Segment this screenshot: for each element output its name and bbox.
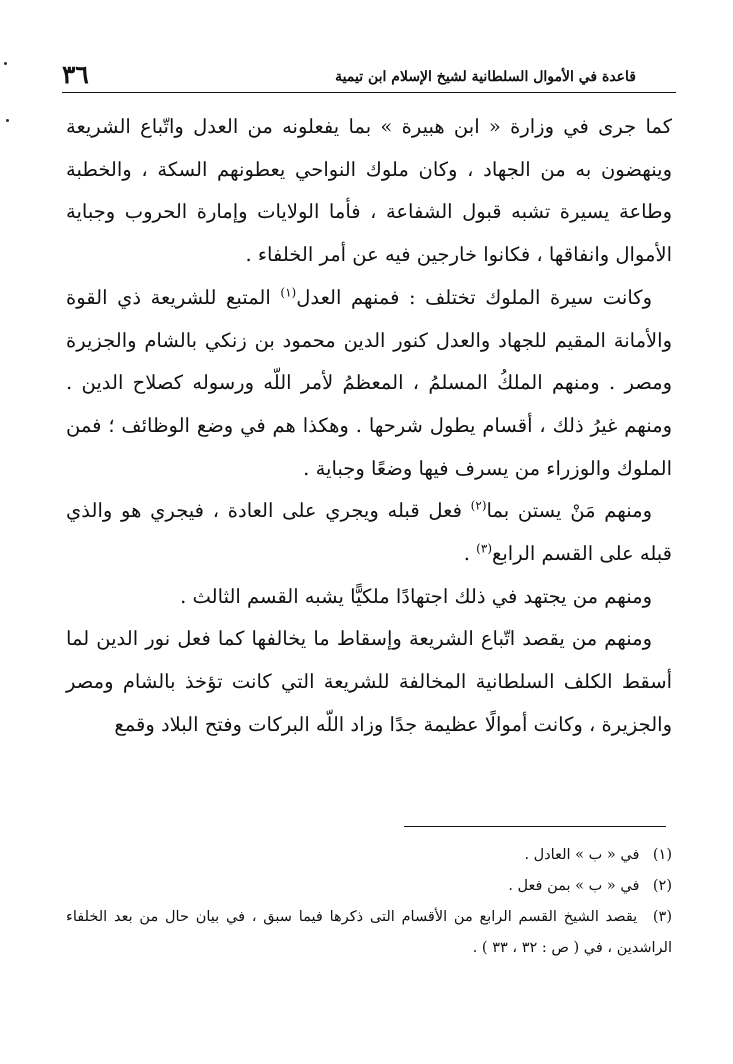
paragraph <box>66 277 672 491</box>
paragraph-text: . <box>463 542 477 566</box>
paragraph-text: فعل قبله ويجري على العادة ، فيجري هو والذي قبله على القسم الرابع <box>66 499 672 566</box>
paragraph-text: كما جرى في وزارة « ابن هبيرة » بما يفعلونه من العدل واتّباع الشريعة وينهضون به من الجهاد ، وكان ملوك النواحي يعطونهم السكة ، والخطبة وطاعة يسيرة تشبه قبول الشفاعة ، فأما الولايات وإمارة الحروب وجباية الأموال وانفاقها ، فكانوا خارجين فيه عن أمر الخلفاء . <box>66 115 672 267</box>
footnote-text: يقصد الشيخ القسم الرابع من الأقسام التى ذكرها فيما سبق ، في بيان حال من بعد الخلفاء الراشدين ، في ( ص : ٣٢ ، ٣٣ ) . <box>66 909 672 956</box>
footnote-reference: (٣) <box>476 541 492 556</box>
paragraph-text: ومنهم من يجتهد في ذلك اجتهادًا ملكيًّا يشبه القسم الثالث . <box>180 584 652 608</box>
footnotes <box>66 840 672 964</box>
scan-speck <box>6 119 9 122</box>
paragraph <box>66 106 672 277</box>
footnote <box>66 871 672 902</box>
page-number: ٣٦ <box>62 60 89 89</box>
footnote-text: في « ب » بمن فعل . <box>508 878 640 894</box>
running-title: قاعدة في الأموال السلطانية لشيخ الإسلام ابن تيمية <box>335 69 636 85</box>
paragraph-text: المتبع للشريعة ذي القوة والأمانة المقيم للجهاد والعدل كنور الدين محمود بن زنكي بالشام والجزيرة ومصر . ومنهم الملكُ المسلمُ ، المعظمُ لأمر اللّه ورسوله كصلاح الدين . ومنهم غيرُ ذلك ، أقسام يطول شرحها . وهكذا هم في وضع الوظائف ؛ فمن الملوك والوزراء من يسرف فيها وضعًا وجباية . <box>66 285 672 480</box>
paragraph-text: ومنهم من يقصد اتّباع الشريعة وإسقاط ما يخالفها كما فعل نور الدين لما أسقط الكلف السلطانية المخالفة للشريعة التي كانت تؤخذ بالشام ومصر والجزيرة ، وكانت أموالًا عظيمة جدًا وزاد اللّه البركات وفتح البلاد وقمع <box>66 627 672 736</box>
page-header <box>62 62 676 93</box>
footnote-number: (٢) <box>652 878 672 894</box>
paragraph <box>66 576 672 619</box>
footnote-divider <box>404 826 666 827</box>
scan-speck <box>4 62 7 65</box>
paragraph-text: ومنهم مَنْ يستن بما <box>486 499 652 523</box>
main-text <box>66 106 672 747</box>
footnote <box>66 902 672 964</box>
footnote-number: (١) <box>652 847 672 863</box>
footnote-reference: (١) <box>280 285 297 300</box>
footnote <box>66 840 672 871</box>
footnote-reference: (٢) <box>470 498 487 513</box>
paragraph <box>66 490 672 575</box>
footnote-number: (٣) <box>652 909 673 925</box>
paragraph <box>66 618 672 746</box>
footnote-text: في « ب » العادل . <box>524 847 640 863</box>
paragraph-text: وكانت سيرة الملوك تختلف : فمنهم العدل <box>296 285 653 309</box>
